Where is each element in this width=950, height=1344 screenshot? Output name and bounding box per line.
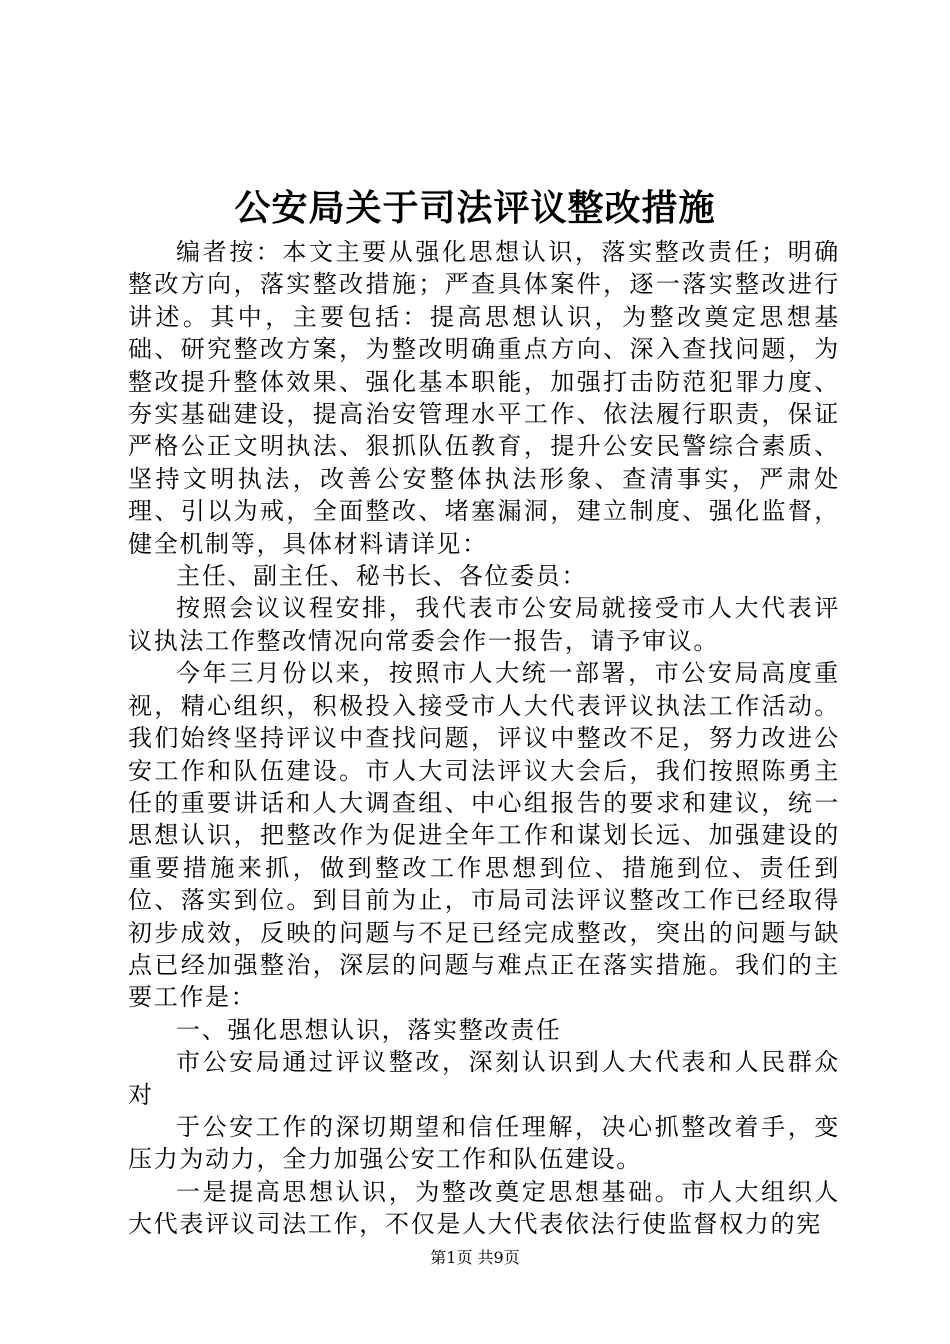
document-body (128, 236, 840, 1241)
page-footer: 第1页 共9页 (430, 1248, 520, 1267)
body-paragraph: 于公安工作的深切期望和信任理解，决心抓整改着手，变压力为动力，全力加强公安工作和队伍建设。 (128, 1112, 840, 1174)
body-paragraph: 市公安局通过评议整改，深刻认识到人大代表和人民群众对 (128, 1048, 840, 1109)
editor-note-paragraph: 编者按：本文主要从强化思想认识，落实整改责任；明确整改方向，落实整改措施；严查具体案件，逐一落实整改进行讲述。其中，主要包括：提高思想认识，为整改奠定思想基础、研究整改方案，为整改明确重点方向、深入查找问题，为整改提升整体效果、强化基本职能，加强打击防范犯罪力度、夯实基础建设，提高治安管理水平工作、依法履行职责，保证严格公正文明执法、狠抓队伍教育，提升公安民警综合素质、坚持文明执法，改善公安整体执法形象、查清事实，严肃处理、引以为戒，全面整改、堵塞漏洞，建立制度、强化监督，健全机制等，具体材料请详见： (128, 238, 840, 558)
body-paragraph: 今年三月份以来，按照市人大统一部署，市公安局高度重视，精心组织，积极投入接受市人大代表评议执法工作活动。我们始终坚持评议中查找问题，评议中整改不足，努力改进公安工作和队伍建设。市人大司法评议大会后，我们按照陈勇主任的重要讲话和人大调查组、中心组报告的要求和建议，统一思想认识，把整改作为促进全年工作和谋划长远、加强建设的重要措施来抓，做到整改工作思想到位、措施到位、责任到位、落实到位。到目前为止，市局司法评议整改工作已经取得初步成效，反映的问题与不足已经完成整改，突出的问题与缺点已经加强整治，深层的问题与难点正在落实措施。我们的主要工作是： (128, 659, 840, 1012)
body-paragraph: 按照会议议程安排，我代表市公安局就接受市人大代表评议执法工作整改情况向常委会作一报告，请予审议。 (128, 594, 840, 655)
document-title: 公安局关于司法评议整改措施 (234, 187, 716, 229)
salutation-paragraph: 主任、副主任、秘书长、各位委员： (176, 562, 588, 591)
body-paragraph: 一是提高思想认识，为整改奠定思想基础。市人大组织人大代表评议司法工作，不仅是人大代表依法行使监督权力的宪 (128, 1177, 840, 1239)
section-heading: 一、强化思想认识，落实整改责任 (176, 1015, 562, 1044)
